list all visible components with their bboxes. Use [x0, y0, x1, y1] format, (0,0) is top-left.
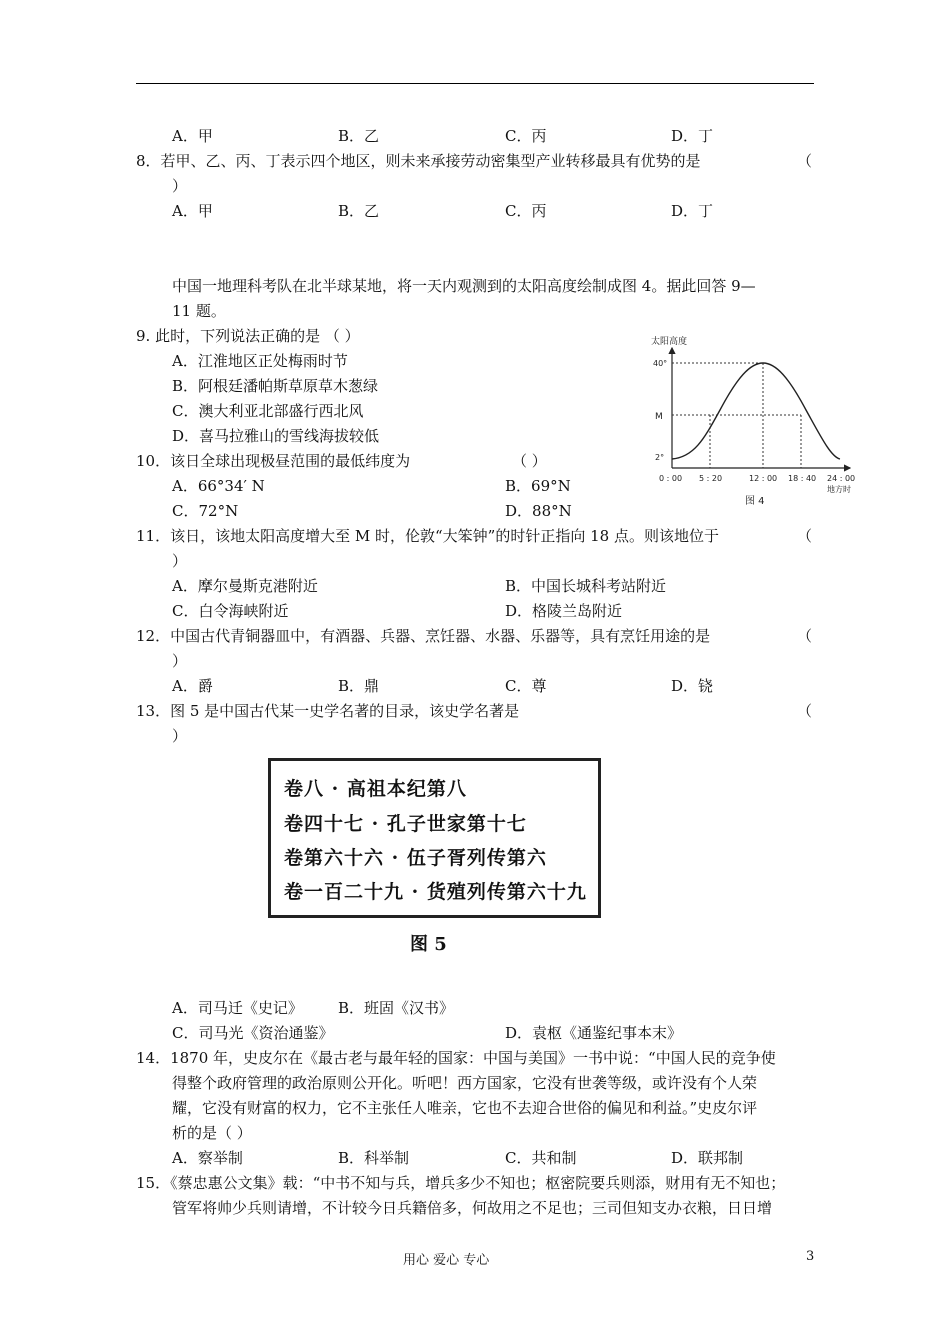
q14-option-d: D．联邦制	[671, 1149, 744, 1167]
fig5-row-2: 卷四十七 · 孔子世家第十七	[284, 813, 527, 835]
q9-option-c: C．澳大利亚北部盛行西北风	[172, 402, 364, 420]
q13-option-a: A．司马迁《史记》	[172, 999, 303, 1017]
fig4-xtick-1: 5 : 20	[699, 474, 723, 483]
q11-option-a: A．摩尔曼斯克港附近	[172, 577, 318, 595]
fig4-sun-curve	[672, 363, 840, 459]
q10-option-c: C．72°N	[172, 502, 239, 520]
q11-paren-open: （	[797, 527, 813, 545]
fig5-row-1: 卷八 · 高祖本纪第八	[284, 778, 467, 800]
q8-option-c: C．丙	[505, 202, 547, 220]
q8-paren-close: ）	[172, 177, 188, 195]
fig5-row-4: 卷一百二十九 · 货殖列传第六十九	[284, 881, 587, 903]
fig5-row-3: 卷第六十六 · 伍子胥列传第六	[284, 847, 547, 869]
fig4-xtick-0: 0 : 00	[659, 474, 683, 483]
q12-option-d: D．铙	[671, 677, 714, 695]
q14-line-4: 析的是（ ）	[172, 1124, 252, 1142]
q11-paren-close: ）	[172, 552, 188, 570]
fig4-xtick-2: 12 : 00	[749, 474, 778, 483]
fig4-ytick-bottom: 2°	[655, 453, 665, 462]
page-number: 3	[806, 1249, 815, 1264]
fig4-ytick-m: M	[655, 412, 663, 422]
q11-option-c: C．白令海峡附近	[172, 602, 289, 620]
q10-option-a: A．66°34′ N	[172, 477, 265, 495]
q8-option-d: D．丁	[671, 202, 714, 220]
q11-stem: 11．该日，该地太阳高度增大至 M 时，伦敦“大笨钟”的时针正指向 18 点。则该地位于	[136, 527, 719, 545]
q13-paren-open: （	[797, 702, 813, 720]
q13-stem: 13．图 5 是中国古代某一史学名著的目录，该史学名著是	[136, 702, 520, 720]
q15-line-2: 管军将帅少兵则请增，不计较今日兵籍倍多，何故用之不足也；三司但知支办衣粮，日日增	[172, 1199, 773, 1217]
q14-option-c: C．共和制	[505, 1149, 577, 1167]
q11-option-d: D．格陵兰岛附近	[505, 602, 623, 620]
q10-paren: （ ）	[512, 452, 547, 470]
q14-option-a: A．察举制	[172, 1149, 243, 1167]
q13-option-b: B．班固《汉书》	[338, 999, 455, 1017]
header-rule	[136, 83, 814, 84]
q12-paren-open: （	[797, 627, 813, 645]
q14-line-2: 得整个政府管理的政治原则公开化。听吧！西方国家，它没有世袭等级，或许没有个人荣	[172, 1074, 758, 1092]
q13-paren-close: ）	[172, 727, 188, 745]
footer-motto: 用心 爱心 专心	[403, 1253, 490, 1268]
q7-option-a: A．甲	[172, 127, 213, 145]
q12-option-a: A．爵	[172, 677, 213, 695]
fig4-ytick-top: 40°	[653, 359, 668, 368]
q12-paren-close: ）	[172, 652, 188, 670]
q11-option-b: B．中国长城科考站附近	[505, 577, 667, 595]
intro-line-2: 11 题。	[172, 302, 226, 320]
q12-stem: 12．中国古代青铜器皿中，有酒器、兵器、烹饪器、水器、乐器等，具有烹饪用途的是	[136, 627, 711, 645]
q10-option-b: B．69°N	[505, 477, 571, 495]
q7-option-c: C．丙	[505, 127, 547, 145]
q9-option-a: A．江淮地区正处梅雨时节	[172, 352, 348, 370]
figure-5-table-of-contents	[262, 752, 617, 962]
q10-option-d: D．88°N	[505, 502, 572, 520]
fig5-caption: 图 5	[410, 934, 447, 955]
q14-option-b: B．科举制	[338, 1149, 410, 1167]
intro-line-1: 中国一地理科考队在北半球某地，将一天内观测到的太阳高度绘制成图 4。据此回答 9—	[172, 277, 756, 295]
fig4-xlabel: 地方时	[827, 485, 851, 494]
q7-option-b: B．乙	[338, 127, 380, 145]
q12-option-c: C．尊	[505, 677, 547, 695]
fig4-caption: 图 4	[745, 496, 765, 507]
fig4-xtick-3: 18 : 40	[788, 474, 817, 483]
q9-stem: 9. 此时，下列说法正确的是 （ ）	[136, 327, 360, 345]
fig4-ylabel: 太阳高度	[651, 337, 688, 347]
q14-line-1: 14．1870 年，史皮尔在《最古老与最年轻的国家：中国与美国》一书中说：“中国人民的竞争使	[136, 1049, 776, 1067]
q13-option-d: D．袁枢《通鉴纪事本末》	[505, 1024, 683, 1042]
q13-option-c: C．司马光《资治通鉴》	[172, 1024, 334, 1042]
q10-stem: 10．该日全球出现极昼范围的最低纬度为	[136, 452, 411, 470]
q8-stem: 8．若甲、乙、丙、丁表示四个地区，则未来承接劳动密集型产业转移最具有优势的是	[136, 152, 701, 170]
fig4-xtick-4: 24 : 00	[827, 474, 856, 483]
q9-option-d: D．喜马拉雅山的雪线海拔较低	[172, 427, 380, 445]
q7-option-d: D．丁	[671, 127, 714, 145]
q14-line-3: 耀，它没有财富的权力，它不主张任人唯亲，它也不去迎合世俗的偏见和利益。”史皮尔评	[172, 1099, 758, 1117]
q12-option-b: B．鼎	[338, 677, 380, 695]
figure-4-sun-altitude-chart	[645, 332, 860, 514]
q15-line-1: 15．《蔡忠惠公文集》载：“中书不知与兵，增兵多少不知也；枢密院要兵则添，财用有无不知也；	[136, 1174, 786, 1192]
q8-paren-open: （	[797, 152, 813, 170]
q8-option-a: A．甲	[172, 202, 213, 220]
q9-option-b: B．阿根廷潘帕斯草原草木葱绿	[172, 377, 379, 395]
q8-option-b: B．乙	[338, 202, 380, 220]
